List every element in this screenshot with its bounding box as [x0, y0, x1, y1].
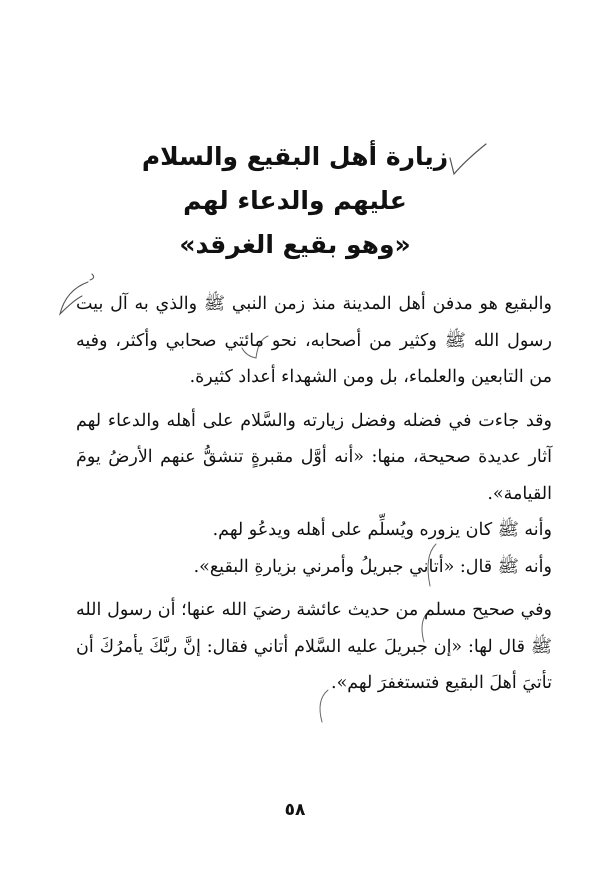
chapter-title [100, 135, 490, 267]
title-line-3: «وهو بقيع الغرقد» [179, 230, 411, 259]
paragraph-2: وقد جاءت في فضله وفضل زيارته والسَّلام على أهله والدعاء لهم آثار عديدة صحيحة، منها: «أنه أوَّل مقبرةٍ تنشقُّ عنهم الأرضُ يومَ القيامة». [76, 410, 552, 504]
paragraph-5: وفي صحيح مسلم من حديث عائشة رضيَ الله عنها؛ أن رسول الله ﷺ قال لها: «إن جبريلَ عليه السَّلام أتاني فقال: إنَّ ربَّكَ يأمرُكَ أن تأتيَ أهلَ البقيع فتستغفرَ لهم». [76, 600, 552, 693]
paragraph-1: والبقيع هو مدفن أهل المدينة منذ زمن النبي ﷺ والذي به آل بيت رسول الله ﷺ وكثير من أصحابه، نحو مائتي صحابي وأكثر، وفيه من التابعين والعلماء، بل ومن الشهداء أعداد كثيرة. [76, 294, 552, 387]
paragraph-4: وأنه ﷺ قال: «أتاني جبريلُ وأمرني بزيارةِ البقيع». [193, 556, 552, 577]
page-number: ٥٨ [284, 800, 306, 820]
title-line-1: زيارة أهل البقيع والسلام [141, 142, 449, 171]
body-text [76, 286, 552, 702]
paragraph-3: وأنه ﷺ كان يزوره ويُسلِّم على أهله ويدعُو لهم. [212, 520, 552, 540]
title-line-2: عليهم والدعاء لهم [183, 186, 407, 215]
